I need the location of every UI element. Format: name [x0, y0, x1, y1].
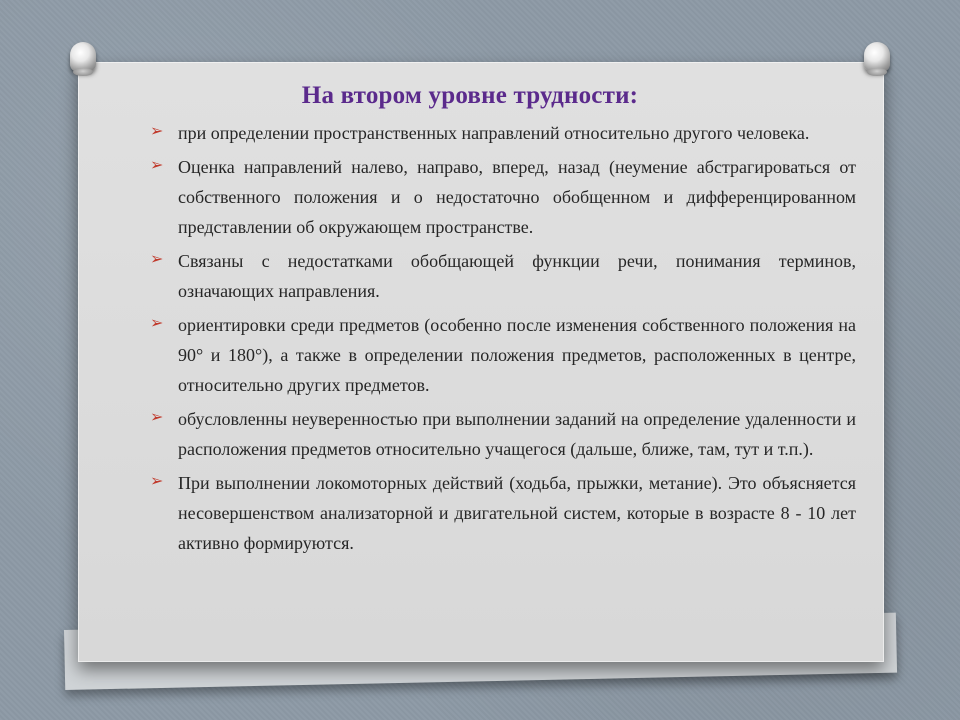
- arrow-bullet-icon: ➢: [150, 123, 164, 140]
- list-item: [150, 118, 856, 148]
- list-item: [150, 468, 856, 558]
- list-item-text: Связаны с недостатками обобщающей функции речи, понимания терминов, означающих направления.: [178, 251, 856, 301]
- list-item: [150, 404, 856, 464]
- list-item-text: При выполнении локомоторных действий (ходьба, прыжки, метание). Это объясняется несовершенством анализаторной и двигательной систем, которые в возрасте 8 - 10 лет активно формируются.: [178, 473, 856, 553]
- arrow-bullet-icon: ➢: [150, 473, 164, 490]
- slide-title: На втором уровне трудности:: [301, 82, 639, 109]
- pushpin-left-icon: [70, 42, 96, 72]
- bullet-list: [150, 118, 856, 562]
- list-item-text: при определении пространственных направлений относительно другого человека.: [178, 123, 810, 143]
- arrow-bullet-icon: ➢: [150, 251, 164, 268]
- arrow-bullet-icon: ➢: [150, 157, 164, 174]
- arrow-bullet-icon: ➢: [150, 409, 164, 426]
- list-item-text: обусловленны неуверенностью при выполнении заданий на определение удаленности и расположения предметов относительно учащегося (дальше, ближе, там, тут и т.п.).: [178, 409, 856, 459]
- list-item: [150, 310, 856, 400]
- pushpin-right-icon: [864, 42, 890, 72]
- arrow-bullet-icon: ➢: [150, 315, 164, 332]
- list-item-text: ориентировки среди предметов (особенно после изменения собственного положения на 90° и 180°), а также в определении положения предметов, расположенных в центре, относительно других предметов.: [178, 315, 856, 395]
- list-item: [150, 152, 856, 242]
- list-item: [150, 246, 856, 306]
- list-item-text: Оценка направлений налево, направо, вперед, назад (неумение абстрагироваться от собственного положения и о недостаточно обобщенном и дифференцированном представлении об окружающем пространстве.: [178, 157, 856, 237]
